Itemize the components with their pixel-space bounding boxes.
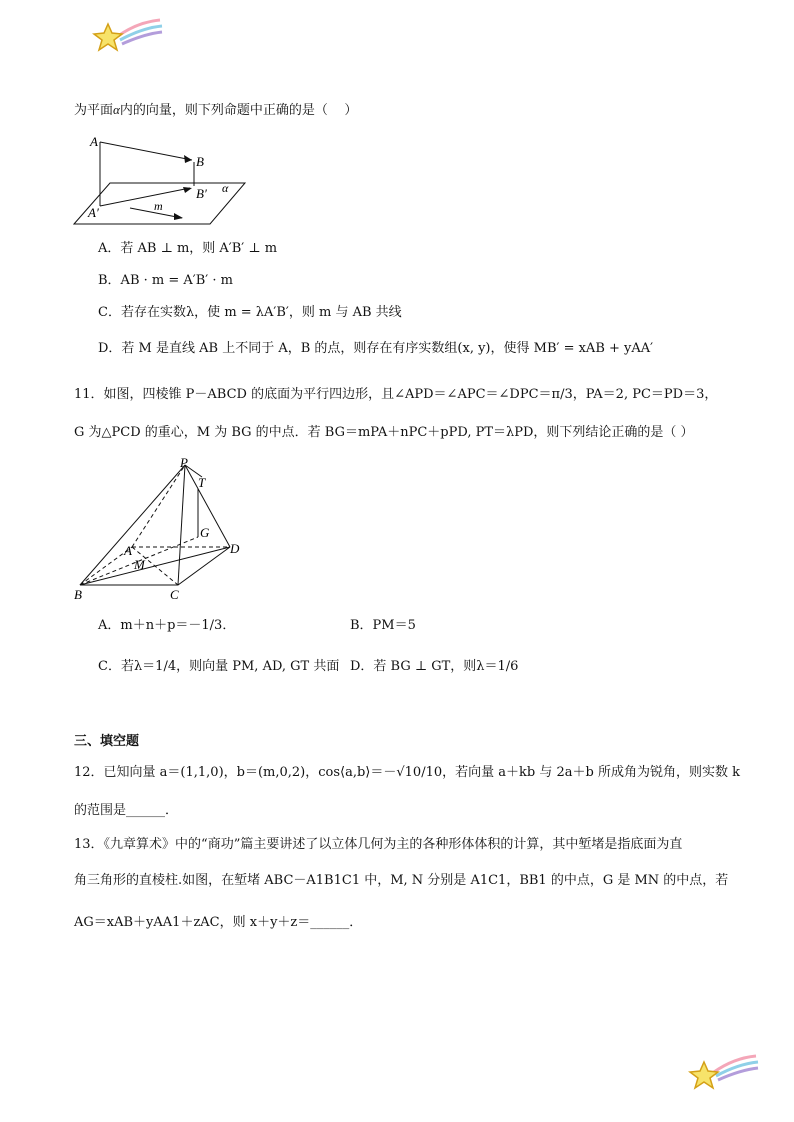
q10-option-c[interactable]: C．若存在实数λ，使 m = λA′B′，则 m 与 AB 共线: [98, 305, 402, 320]
q11-line1: 11．如图，四棱锥 P－ABCD 的底面为平行四边形，且∠APD＝∠APC＝∠DPC＝π/3，PA＝2, PC＝PD＝3，: [74, 387, 718, 402]
label-D: D: [230, 541, 240, 556]
q13-line1: 13．《九章算术》中的“商功”篇主要讲述了以立体几何为主的各种形体体积的计算，其中堑堵是指底面为直: [74, 837, 683, 852]
q10-option-a[interactable]: A．若 AB ⊥ m，则 A′B′ ⊥ m: [98, 241, 278, 256]
label-B: B: [196, 154, 204, 169]
q11-option-b[interactable]: B．PM＝5: [350, 618, 416, 633]
label-C: C: [170, 587, 179, 602]
label-P: P: [180, 455, 188, 470]
q10-figure: [70, 130, 250, 226]
q11-option-d[interactable]: D．若 BG ⊥ GT，则λ＝1/6: [350, 659, 519, 674]
q11-option-c[interactable]: C．若λ＝1/4，则向量 PM, AD, GT 共面: [98, 659, 340, 674]
label-m: m: [154, 199, 163, 213]
q12-line1: 12．已知向量 a＝(1,1,0)，b＝(m,0,2)，cos⟨a,b⟩＝－√10/10，若向量 a＋kb 与 2a＋b 所成角为锐角，则实数 k: [74, 765, 740, 780]
q11-figure: [70, 455, 250, 605]
q12-line2[interactable]: 的范围是______．: [74, 803, 179, 818]
label-B1: B′: [196, 186, 207, 201]
q11-line2: G 为△PCD 的重心，M 为 BG 的中点．若 BG＝mPA＋nPC＋pPD, PT＝λPD，则下列结论正确的是（ ）: [74, 425, 694, 440]
star-decoration-icon: [684, 1048, 764, 1098]
label-B: B: [74, 587, 82, 602]
label-A: A: [90, 134, 98, 149]
label-A: A: [124, 543, 132, 558]
label-G: G: [200, 525, 210, 540]
q13-line3[interactable]: AG＝xAB＋yAA1＋zAC，则 x＋y＋z＝______．: [74, 915, 363, 930]
q10-stem: 为平面α内的向量，则下列命题中正确的是（ ）: [74, 102, 358, 118]
q10-option-d[interactable]: D．若 M 是直线 AB 上不同于 A，B 的点，则存在有序实数组(x, y)，使得 MB′ = xAB + yAA′: [98, 341, 654, 356]
q13-line2: 角三角形的直棱柱.如图，在堑堵 ABC－A1B1C1 中，M, N 分别是 A1C1，BB1 的中点，G 是 MN 的中点，若: [74, 873, 729, 888]
label-alpha: α: [222, 181, 229, 195]
section-heading: 三、填空题: [74, 734, 140, 749]
label-M: M: [134, 557, 145, 572]
star-decoration-icon: [88, 16, 168, 60]
q11-option-a[interactable]: A．m＋n＋p＝－1/3．: [98, 618, 236, 633]
label-A1: A′: [88, 205, 99, 220]
label-T: T: [198, 475, 206, 490]
q10-option-b[interactable]: B．AB · m = A′B′ · m: [98, 273, 233, 288]
